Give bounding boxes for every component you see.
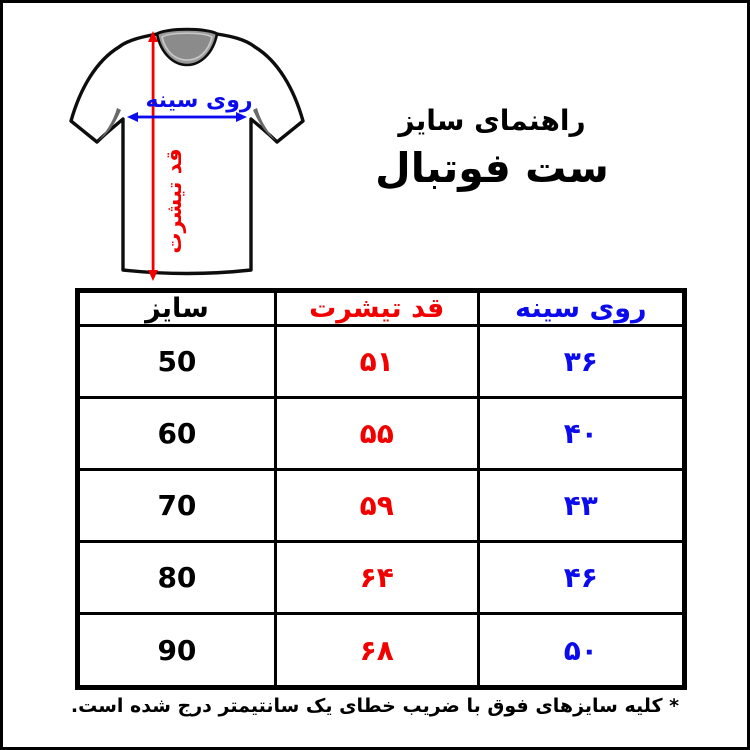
cell-chest: ۴۶	[478, 542, 684, 614]
table-row	[78, 326, 685, 398]
cell-chest: ۴۰	[478, 398, 684, 470]
cell-size: 80	[78, 542, 276, 614]
cell-size: 60	[78, 398, 276, 470]
cell-size: 50	[78, 326, 276, 398]
page-subtitle: راهنمای سایز	[398, 104, 586, 137]
cell-size: 90	[78, 614, 276, 688]
cell-length: ۵۵	[275, 398, 478, 470]
cell-chest: ۵۰	[478, 614, 684, 688]
cell-length: ۶۴	[275, 542, 478, 614]
table-row	[78, 614, 685, 688]
header-length: قد تیشرت	[275, 291, 478, 326]
page-title: ست فوتبال	[375, 144, 609, 192]
cell-chest: ۳۶	[478, 326, 684, 398]
size-table	[75, 288, 687, 690]
table-row	[78, 398, 685, 470]
shirt-length-label: قد تیشرت	[162, 148, 186, 254]
tshirt-graphic	[65, 24, 321, 288]
cell-length: ۵۹	[275, 470, 478, 542]
table-row	[78, 542, 685, 614]
tshirt-diagram	[65, 24, 321, 288]
chest-width-label: روی سینه	[145, 88, 253, 113]
header-size: سایز	[78, 291, 276, 326]
size-table-wrapper	[75, 288, 687, 690]
table-row	[78, 470, 685, 542]
table-header-row	[78, 291, 685, 326]
footnote: * کلیه سایزهای فوق با ضریب خطای یک سانتیمتر درج شده است.	[70, 695, 680, 717]
cell-length: ۶۸	[275, 614, 478, 688]
title-block	[331, 103, 653, 193]
cell-length: ۵۱	[275, 326, 478, 398]
cell-size: 70	[78, 470, 276, 542]
header-chest: روی سینه	[478, 291, 684, 326]
cell-chest: ۴۳	[478, 470, 684, 542]
